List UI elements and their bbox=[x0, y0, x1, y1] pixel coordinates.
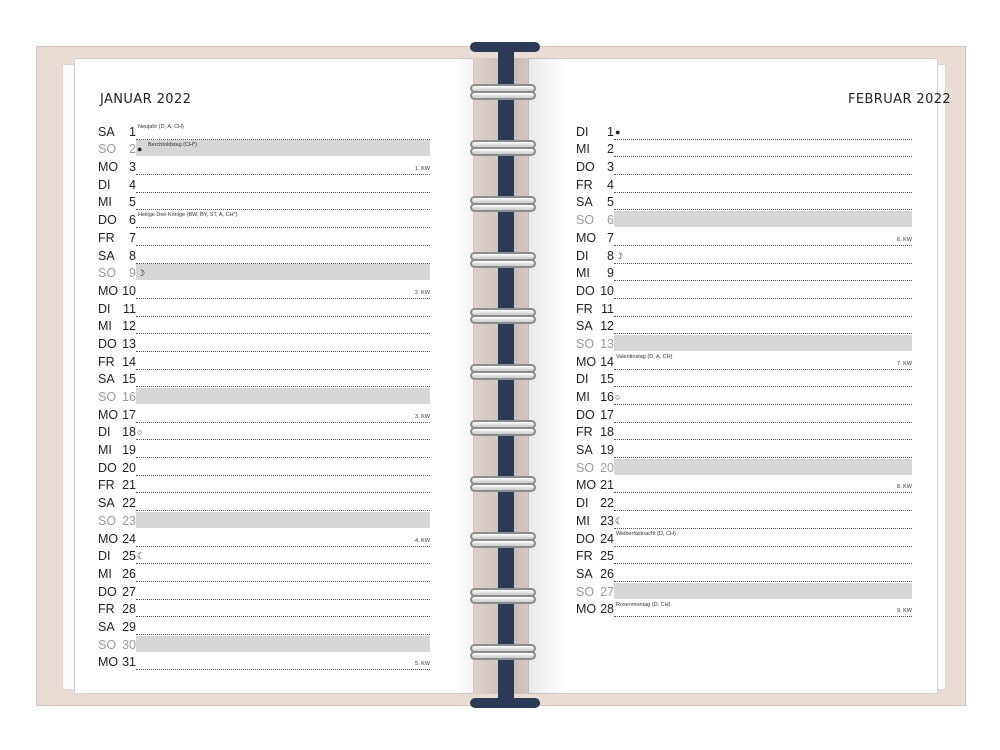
day-number: 28 bbox=[122, 602, 136, 617]
spiral-ring bbox=[470, 364, 536, 382]
day-row[interactable] bbox=[576, 493, 912, 511]
writing-line[interactable] bbox=[614, 317, 912, 335]
day-number: 23 bbox=[600, 513, 614, 528]
calendar-week-label: 3. KW bbox=[415, 413, 430, 420]
writing-line[interactable] bbox=[136, 405, 430, 423]
writing-line[interactable] bbox=[614, 352, 912, 370]
day-row[interactable] bbox=[576, 405, 912, 423]
weekday-label: SO bbox=[98, 513, 117, 528]
day-row[interactable] bbox=[98, 387, 430, 405]
day-number: 20 bbox=[122, 460, 136, 475]
weekday-label: DI bbox=[576, 496, 589, 511]
writing-line[interactable] bbox=[614, 440, 912, 458]
day-number: 18 bbox=[122, 425, 136, 440]
day-number: 28 bbox=[600, 602, 614, 617]
weekday-label: FR bbox=[98, 230, 115, 245]
day-row[interactable] bbox=[98, 281, 430, 299]
day-number: 3 bbox=[129, 160, 136, 175]
moon-phase-icon: ☽ bbox=[137, 268, 146, 279]
weekday-label: MI bbox=[98, 443, 112, 458]
writing-line[interactable] bbox=[614, 547, 912, 565]
weekday-label: SA bbox=[576, 195, 593, 210]
day-number: 8 bbox=[607, 248, 614, 263]
weekday-label: DO bbox=[576, 531, 595, 546]
spiral-ring bbox=[470, 252, 536, 270]
weekday-label: SO bbox=[98, 637, 117, 652]
day-row[interactable] bbox=[576, 547, 912, 565]
day-row[interactable] bbox=[576, 246, 912, 264]
writing-line[interactable] bbox=[136, 264, 430, 280]
writing-line[interactable] bbox=[136, 653, 430, 671]
weekday-label: MO bbox=[98, 407, 119, 422]
writing-line[interactable] bbox=[136, 617, 430, 635]
binding-cap-top bbox=[470, 42, 540, 52]
day-number: 22 bbox=[122, 496, 136, 511]
day-number: 15 bbox=[122, 372, 136, 387]
writing-line[interactable] bbox=[136, 388, 430, 404]
spiral-ring bbox=[470, 588, 536, 606]
weekday-label: DO bbox=[576, 407, 595, 422]
weekday-label: SA bbox=[98, 248, 115, 263]
day-number: 2 bbox=[129, 142, 136, 157]
weekday-label: FR bbox=[98, 602, 115, 617]
weekday-label: MO bbox=[98, 283, 119, 298]
day-row[interactable] bbox=[576, 476, 912, 494]
day-row[interactable] bbox=[576, 281, 912, 299]
day-row[interactable] bbox=[98, 352, 430, 370]
weekday-label: MI bbox=[98, 319, 112, 334]
calendar-week-label: 2. KW bbox=[415, 289, 430, 296]
weekday-label: DO bbox=[576, 160, 595, 175]
writing-line[interactable] bbox=[136, 512, 430, 528]
day-number: 26 bbox=[122, 566, 136, 581]
writing-line[interactable] bbox=[614, 459, 912, 475]
day-number: 4 bbox=[129, 177, 136, 192]
day-number: 6 bbox=[607, 213, 614, 228]
weekday-label: MI bbox=[576, 513, 590, 528]
day-number: 16 bbox=[600, 390, 614, 404]
day-row[interactable] bbox=[98, 210, 430, 228]
spiral-ring-loop bbox=[470, 483, 536, 492]
spiral-ring bbox=[470, 644, 536, 662]
day-number: 14 bbox=[122, 354, 136, 369]
writing-line[interactable] bbox=[136, 636, 430, 652]
day-row[interactable] bbox=[576, 600, 912, 618]
writing-line[interactable] bbox=[614, 335, 912, 351]
writing-line[interactable] bbox=[136, 493, 430, 511]
writing-line[interactable] bbox=[614, 193, 912, 211]
day-number: 19 bbox=[122, 443, 136, 458]
writing-line[interactable] bbox=[136, 228, 430, 246]
weekday-label: DI bbox=[576, 124, 589, 139]
day-number: 17 bbox=[122, 407, 136, 422]
day-number: 16 bbox=[122, 390, 136, 404]
day-number: 19 bbox=[600, 443, 614, 458]
day-number: 24 bbox=[122, 531, 136, 546]
day-row[interactable] bbox=[576, 299, 912, 317]
day-row[interactable] bbox=[576, 175, 912, 193]
day-row[interactable] bbox=[98, 511, 430, 529]
month-title-january: JANUAR 2022 bbox=[100, 92, 192, 107]
holiday-note: Valentinstag (D, A, CH) bbox=[616, 353, 673, 360]
day-row[interactable] bbox=[98, 617, 430, 635]
day-number: 12 bbox=[122, 319, 136, 334]
writing-line[interactable] bbox=[136, 352, 430, 370]
writing-line[interactable] bbox=[136, 547, 430, 565]
day-number: 10 bbox=[600, 283, 614, 298]
writing-line[interactable] bbox=[136, 582, 430, 600]
day-row[interactable] bbox=[576, 458, 912, 476]
spiral-ring bbox=[470, 532, 536, 550]
writing-line[interactable] bbox=[136, 246, 430, 264]
weekday-label: FR bbox=[576, 177, 593, 192]
day-number: 25 bbox=[122, 549, 136, 564]
writing-line[interactable] bbox=[136, 175, 430, 193]
day-row[interactable] bbox=[576, 264, 912, 282]
weekday-label: DO bbox=[98, 336, 117, 351]
weekday-label: SA bbox=[98, 124, 115, 139]
writing-line[interactable] bbox=[614, 264, 912, 282]
writing-line[interactable] bbox=[136, 600, 430, 618]
moon-phase-icon: ○ bbox=[615, 392, 621, 402]
day-number: 20 bbox=[600, 460, 614, 475]
day-row[interactable] bbox=[576, 582, 912, 600]
day-number: 23 bbox=[122, 513, 136, 528]
moon-phase-icon: ○ bbox=[137, 427, 143, 438]
weekday-label: MI bbox=[576, 390, 590, 404]
day-number: 30 bbox=[122, 637, 136, 652]
day-row[interactable] bbox=[98, 635, 430, 653]
calendar-week-label: 9. KW bbox=[897, 608, 912, 615]
day-row[interactable] bbox=[576, 157, 912, 175]
day-row[interactable] bbox=[98, 228, 430, 246]
day-number: 26 bbox=[600, 566, 614, 581]
day-row[interactable] bbox=[576, 140, 912, 158]
day-number: 18 bbox=[600, 425, 614, 440]
weekday-label: FR bbox=[576, 301, 593, 316]
day-row[interactable] bbox=[576, 352, 912, 370]
day-row[interactable] bbox=[98, 423, 430, 441]
day-row[interactable] bbox=[576, 529, 912, 547]
binding-cap-bottom bbox=[470, 698, 540, 708]
moon-phase-icon: ☾ bbox=[137, 551, 146, 562]
spiral-ring-loop bbox=[470, 595, 536, 604]
day-number: 15 bbox=[600, 372, 614, 387]
day-number: 3 bbox=[607, 160, 614, 175]
day-number: 11 bbox=[601, 301, 614, 316]
writing-line[interactable] bbox=[614, 529, 912, 547]
day-number: 21 bbox=[122, 478, 136, 493]
weekday-label: MO bbox=[98, 160, 119, 175]
weekday-label: MI bbox=[576, 266, 590, 281]
weekday-label: FR bbox=[98, 354, 115, 369]
weekday-label: FR bbox=[576, 549, 593, 564]
day-number: 25 bbox=[600, 549, 614, 564]
writing-line[interactable] bbox=[136, 299, 430, 317]
weekday-label: SO bbox=[576, 584, 595, 599]
writing-line[interactable] bbox=[136, 423, 430, 441]
day-number: 22 bbox=[600, 496, 614, 511]
writing-line[interactable] bbox=[136, 317, 430, 335]
day-row[interactable] bbox=[98, 600, 430, 618]
weekday-label: SO bbox=[576, 336, 595, 351]
day-number: 31 bbox=[122, 655, 136, 670]
day-row[interactable] bbox=[98, 440, 430, 458]
holiday-note: Weiberfastnacht (D, CH) bbox=[616, 530, 676, 537]
day-number: 1 bbox=[607, 124, 614, 139]
day-row[interactable] bbox=[576, 122, 912, 140]
weekday-label: DO bbox=[98, 460, 117, 475]
writing-line[interactable] bbox=[136, 564, 430, 582]
spiral-ring bbox=[470, 308, 536, 326]
weekday-label: DO bbox=[576, 283, 595, 298]
day-row[interactable] bbox=[576, 317, 912, 335]
writing-line[interactable] bbox=[136, 440, 430, 458]
calendar-week-label: 8. KW bbox=[897, 484, 912, 491]
writing-line[interactable] bbox=[614, 157, 912, 175]
day-row[interactable] bbox=[98, 193, 430, 211]
day-row[interactable] bbox=[98, 299, 430, 317]
day-number: 9 bbox=[607, 266, 614, 281]
day-number: 11 bbox=[123, 301, 136, 316]
weekday-label: FR bbox=[98, 478, 115, 493]
writing-line[interactable] bbox=[136, 281, 430, 299]
day-number: 12 bbox=[600, 319, 614, 334]
day-row[interactable] bbox=[576, 193, 912, 211]
spiral-ring-loop bbox=[470, 539, 536, 548]
weekday-label: DI bbox=[576, 372, 589, 387]
weekday-label: MO bbox=[576, 354, 597, 369]
day-number: 17 bbox=[600, 407, 614, 422]
writing-line[interactable] bbox=[614, 476, 912, 494]
writing-line[interactable] bbox=[136, 122, 430, 140]
moon-phase-icon: ☾ bbox=[615, 515, 624, 526]
calendar-week-label: 6. KW bbox=[897, 236, 912, 243]
day-row[interactable] bbox=[98, 264, 430, 282]
weekday-label: MI bbox=[98, 566, 112, 581]
day-number: 13 bbox=[600, 336, 614, 351]
weekday-label: SO bbox=[98, 266, 117, 281]
calendar-week-label: 1. KW bbox=[415, 166, 430, 173]
day-row[interactable] bbox=[98, 370, 430, 388]
writing-line[interactable] bbox=[136, 476, 430, 494]
spiral-ring bbox=[470, 476, 536, 494]
weekday-label: MO bbox=[98, 655, 119, 670]
weekday-label: SA bbox=[98, 496, 115, 511]
day-row[interactable] bbox=[576, 334, 912, 352]
writing-line[interactable] bbox=[136, 157, 430, 175]
day-row[interactable] bbox=[98, 564, 430, 582]
weekday-label: SA bbox=[576, 443, 593, 458]
day-number: 27 bbox=[600, 584, 614, 599]
writing-line[interactable] bbox=[136, 370, 430, 388]
moon-phase-icon: ● bbox=[615, 126, 621, 137]
holiday-note: Heilige Drei Könige (BW, BY, ST, A, CH*) bbox=[138, 212, 238, 219]
weekday-label: SA bbox=[576, 566, 593, 581]
writing-line[interactable] bbox=[614, 211, 912, 227]
holiday-note: Rosenmontag (D, CH) bbox=[616, 601, 671, 608]
weekday-label: SO bbox=[576, 213, 595, 228]
writing-line[interactable] bbox=[614, 511, 912, 529]
day-number: 14 bbox=[600, 354, 614, 369]
writing-line[interactable] bbox=[614, 299, 912, 317]
day-row[interactable] bbox=[576, 228, 912, 246]
writing-line[interactable] bbox=[136, 210, 430, 228]
spiral-ring-loop bbox=[470, 259, 536, 268]
writing-line[interactable] bbox=[614, 281, 912, 299]
writing-line[interactable] bbox=[614, 405, 912, 423]
weekday-label: DI bbox=[98, 177, 111, 192]
day-number: 5 bbox=[129, 195, 136, 210]
day-number: 4 bbox=[607, 177, 614, 192]
day-row[interactable] bbox=[98, 582, 430, 600]
day-row[interactable] bbox=[98, 493, 430, 511]
spiral-ring bbox=[470, 84, 536, 102]
day-row[interactable] bbox=[98, 157, 430, 175]
writing-line[interactable] bbox=[614, 493, 912, 511]
day-row[interactable] bbox=[98, 246, 430, 264]
writing-line[interactable] bbox=[614, 246, 912, 264]
writing-line[interactable] bbox=[614, 583, 912, 599]
day-row[interactable] bbox=[98, 653, 430, 671]
spiral-ring bbox=[470, 140, 536, 158]
weekday-label: DI bbox=[98, 549, 111, 564]
day-row[interactable] bbox=[98, 476, 430, 494]
day-row[interactable] bbox=[98, 140, 430, 158]
writing-line[interactable] bbox=[136, 140, 430, 156]
weekday-label: DI bbox=[98, 425, 111, 440]
moon-phase-icon: ☽ bbox=[615, 250, 624, 261]
calendar-week-label: 7. KW bbox=[897, 360, 912, 367]
writing-line[interactable] bbox=[136, 458, 430, 476]
weekday-label: MI bbox=[576, 142, 590, 157]
day-row[interactable] bbox=[98, 547, 430, 565]
holiday-note: Neujahr (D, A, CH) bbox=[138, 124, 184, 130]
spiral-ring-loop bbox=[470, 91, 536, 100]
weekday-label: DO bbox=[98, 213, 117, 228]
spiral-ring-loop bbox=[470, 315, 536, 324]
day-number: 1 bbox=[129, 124, 136, 139]
day-number: 13 bbox=[122, 336, 136, 351]
day-number: 7 bbox=[607, 230, 614, 245]
day-row[interactable] bbox=[576, 210, 912, 228]
weekday-label: MO bbox=[576, 602, 597, 617]
spiral-ring-loop bbox=[470, 427, 536, 436]
day-row[interactable] bbox=[576, 370, 912, 388]
holiday-note: Berchtoldstag (CH*) bbox=[148, 142, 197, 149]
day-number: 24 bbox=[600, 531, 614, 546]
day-number: 2 bbox=[607, 142, 614, 157]
day-row[interactable] bbox=[98, 175, 430, 193]
day-list-february bbox=[576, 122, 912, 617]
day-row[interactable] bbox=[576, 387, 912, 405]
writing-line[interactable] bbox=[614, 228, 912, 246]
calendar-week-label: 4. KW bbox=[415, 537, 430, 544]
writing-line[interactable] bbox=[614, 370, 912, 388]
day-number: 6 bbox=[129, 213, 136, 228]
day-row[interactable] bbox=[576, 511, 912, 529]
weekday-label: SA bbox=[576, 319, 593, 334]
spiral-ring bbox=[470, 420, 536, 438]
day-row[interactable] bbox=[98, 334, 430, 352]
day-number: 5 bbox=[607, 195, 614, 210]
writing-line[interactable] bbox=[614, 175, 912, 193]
writing-line[interactable] bbox=[136, 529, 430, 547]
spiral-ring-loop bbox=[470, 147, 536, 156]
calendar-week-label: 5. KW bbox=[415, 661, 430, 668]
writing-line[interactable] bbox=[614, 140, 912, 158]
weekday-label: MO bbox=[98, 531, 119, 546]
weekday-label: SO bbox=[98, 390, 117, 404]
weekday-label: MO bbox=[576, 478, 597, 493]
weekday-label: MI bbox=[98, 195, 112, 210]
day-number: 9 bbox=[129, 266, 136, 281]
day-number: 21 bbox=[600, 478, 614, 493]
day-row[interactable] bbox=[576, 440, 912, 458]
day-list-january bbox=[98, 122, 430, 670]
writing-line[interactable] bbox=[614, 600, 912, 618]
day-row[interactable] bbox=[98, 122, 430, 140]
writing-line[interactable] bbox=[136, 334, 430, 352]
day-row[interactable] bbox=[98, 405, 430, 423]
moon-phase-icon: ● bbox=[137, 144, 143, 155]
writing-line[interactable] bbox=[614, 122, 912, 140]
spiral-ring-loop bbox=[470, 203, 536, 212]
day-row[interactable] bbox=[576, 564, 912, 582]
day-row[interactable] bbox=[98, 458, 430, 476]
writing-line[interactable] bbox=[614, 564, 912, 582]
day-number: 7 bbox=[129, 230, 136, 245]
weekday-label: SA bbox=[98, 372, 115, 387]
writing-line[interactable] bbox=[614, 387, 912, 405]
weekday-label: SO bbox=[576, 460, 595, 475]
writing-line[interactable] bbox=[614, 423, 912, 441]
month-title-february: FEBRUAR 2022 bbox=[848, 92, 952, 107]
spiral-ring-loop bbox=[470, 651, 536, 660]
spiral-ring bbox=[470, 196, 536, 214]
weekday-label: SA bbox=[98, 619, 115, 634]
weekday-label: FR bbox=[576, 425, 593, 440]
weekday-label: MO bbox=[576, 230, 597, 245]
day-number: 29 bbox=[122, 619, 136, 634]
weekday-label: DO bbox=[98, 584, 117, 599]
weekday-label: DI bbox=[98, 301, 111, 316]
weekday-label: SO bbox=[98, 142, 117, 157]
writing-line[interactable] bbox=[136, 193, 430, 211]
day-number: 8 bbox=[129, 248, 136, 263]
day-row[interactable] bbox=[98, 317, 430, 335]
day-row[interactable] bbox=[576, 423, 912, 441]
day-number: 10 bbox=[122, 283, 136, 298]
weekday-label: DI bbox=[576, 248, 589, 263]
spiral-ring-loop bbox=[470, 371, 536, 380]
day-number: 27 bbox=[122, 584, 136, 599]
day-row[interactable] bbox=[98, 529, 430, 547]
